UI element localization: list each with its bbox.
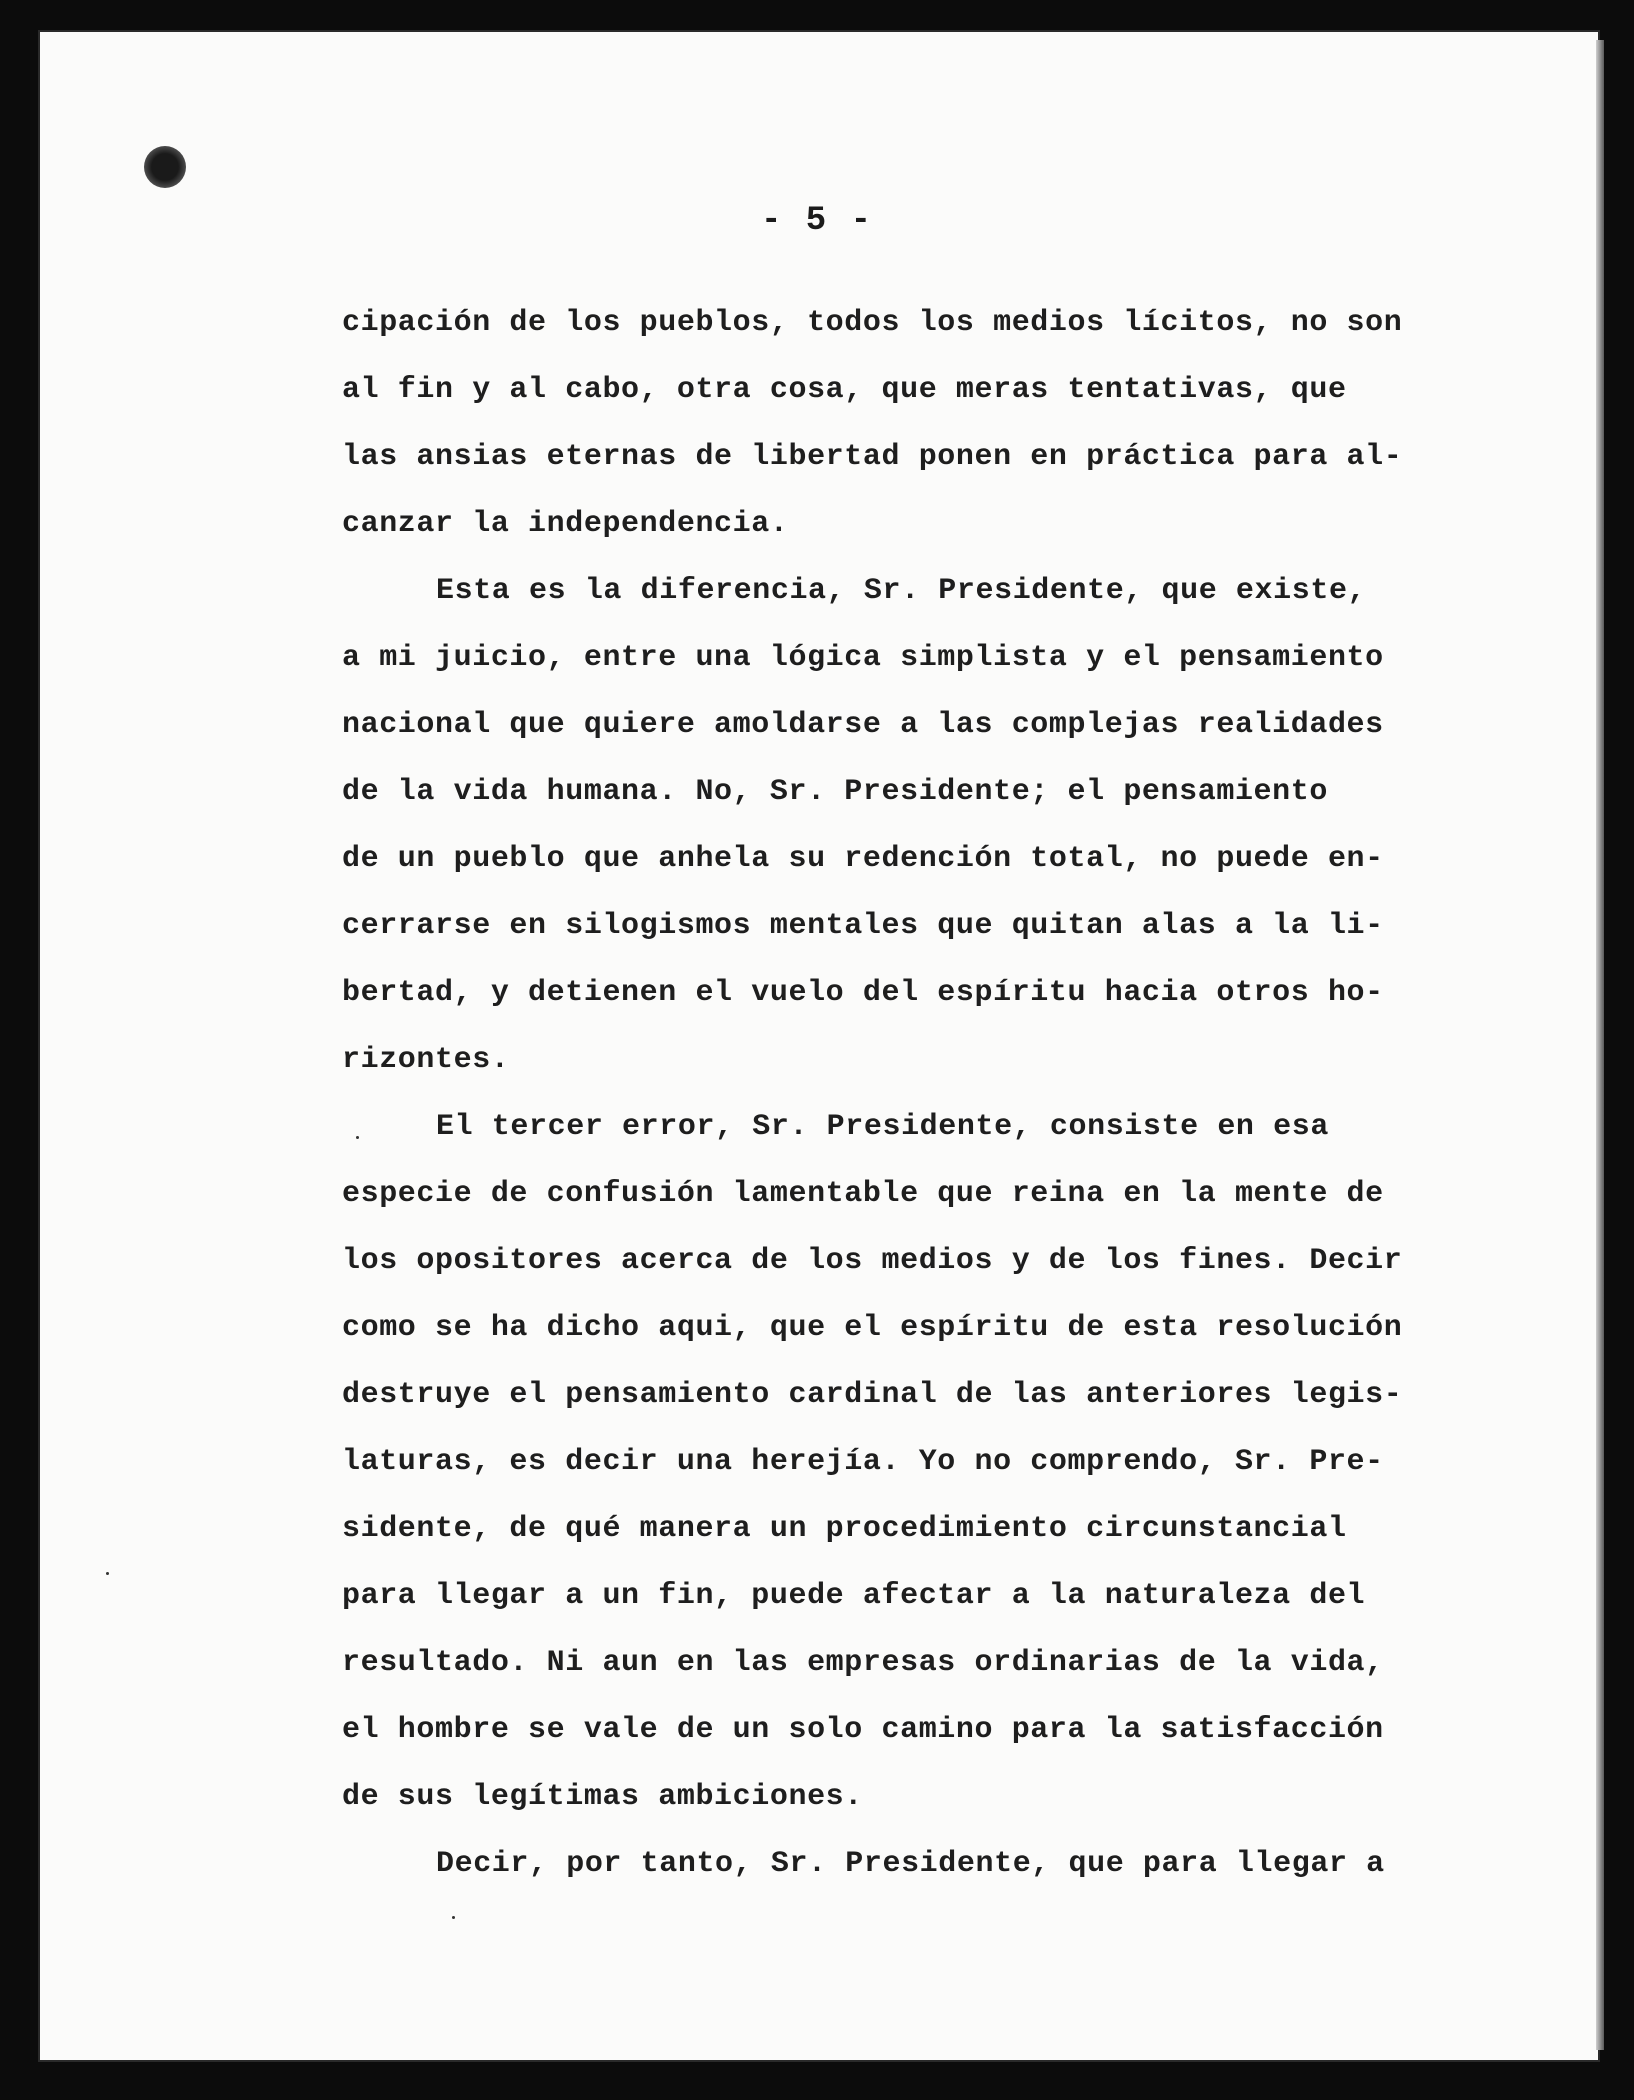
- text-line: de un pueblo que anhela su redención total, no puede en-: [342, 842, 1384, 876]
- text-line: Esta es la diferencia, Sr. Presidente, que existe,: [436, 574, 1367, 608]
- stray-mark: [106, 1572, 109, 1575]
- page-number: - 5 -: [760, 202, 874, 240]
- text-line: nacional que quiere amoldarse a las complejas realidades: [342, 708, 1384, 742]
- text-line: de la vida humana. No, Sr. Presidente; el pensamiento: [342, 775, 1328, 809]
- stray-mark: [356, 1136, 359, 1139]
- text-line: rizontes.: [342, 1043, 510, 1077]
- text-line: de sus legítimas ambiciones.: [342, 1780, 863, 1814]
- text-line: laturas, es decir una herejía. Yo no comprendo, Sr. Pre-: [342, 1445, 1384, 1479]
- text-line: resultado. Ni aun en las empresas ordinarias de la vida,: [342, 1646, 1384, 1680]
- text-line: El tercer error, Sr. Presidente, consiste en esa: [436, 1110, 1329, 1144]
- text-line: a mi juicio, entre una lógica simplista y el pensamiento: [342, 641, 1384, 675]
- text-line: para llegar a un fin, puede afectar a la naturaleza del: [342, 1579, 1366, 1613]
- text-line: cerrarse en silogismos mentales que quitan alas a la li-: [342, 909, 1384, 943]
- text-line: como se ha dicho aqui, que el espíritu de esta resolución: [342, 1311, 1403, 1345]
- stray-mark: [452, 1916, 455, 1919]
- text-line: bertad, y detienen el vuelo del espíritu hacia otros ho-: [342, 976, 1384, 1010]
- text-line: sidente, de qué manera un procedimiento circunstancial: [342, 1512, 1347, 1546]
- text-line: destruye el pensamiento cardinal de las anteriores legis-: [342, 1378, 1403, 1412]
- paper-edge: [1596, 40, 1604, 2050]
- text-line: los opositores acerca de los medios y de los fines. Decir: [342, 1244, 1403, 1278]
- text-line: cipación de los pueblos, todos los medios lícitos, no son: [342, 306, 1403, 340]
- text-line: especie de confusión lamentable que reina en la mente de: [342, 1177, 1384, 1211]
- text-line: el hombre se vale de un solo camino para la satisfacción: [342, 1713, 1384, 1747]
- text-line: al fin y al cabo, otra cosa, que meras tentativas, que: [342, 373, 1347, 407]
- body-text: [342, 290, 1452, 1898]
- text-line: las ansias eternas de libertad ponen en práctica para al-: [342, 440, 1403, 474]
- punch-hole-icon: [144, 146, 186, 188]
- text-line: canzar la independencia.: [342, 507, 789, 541]
- text-line: Decir, por tanto, Sr. Presidente, que para llegar a: [436, 1847, 1385, 1881]
